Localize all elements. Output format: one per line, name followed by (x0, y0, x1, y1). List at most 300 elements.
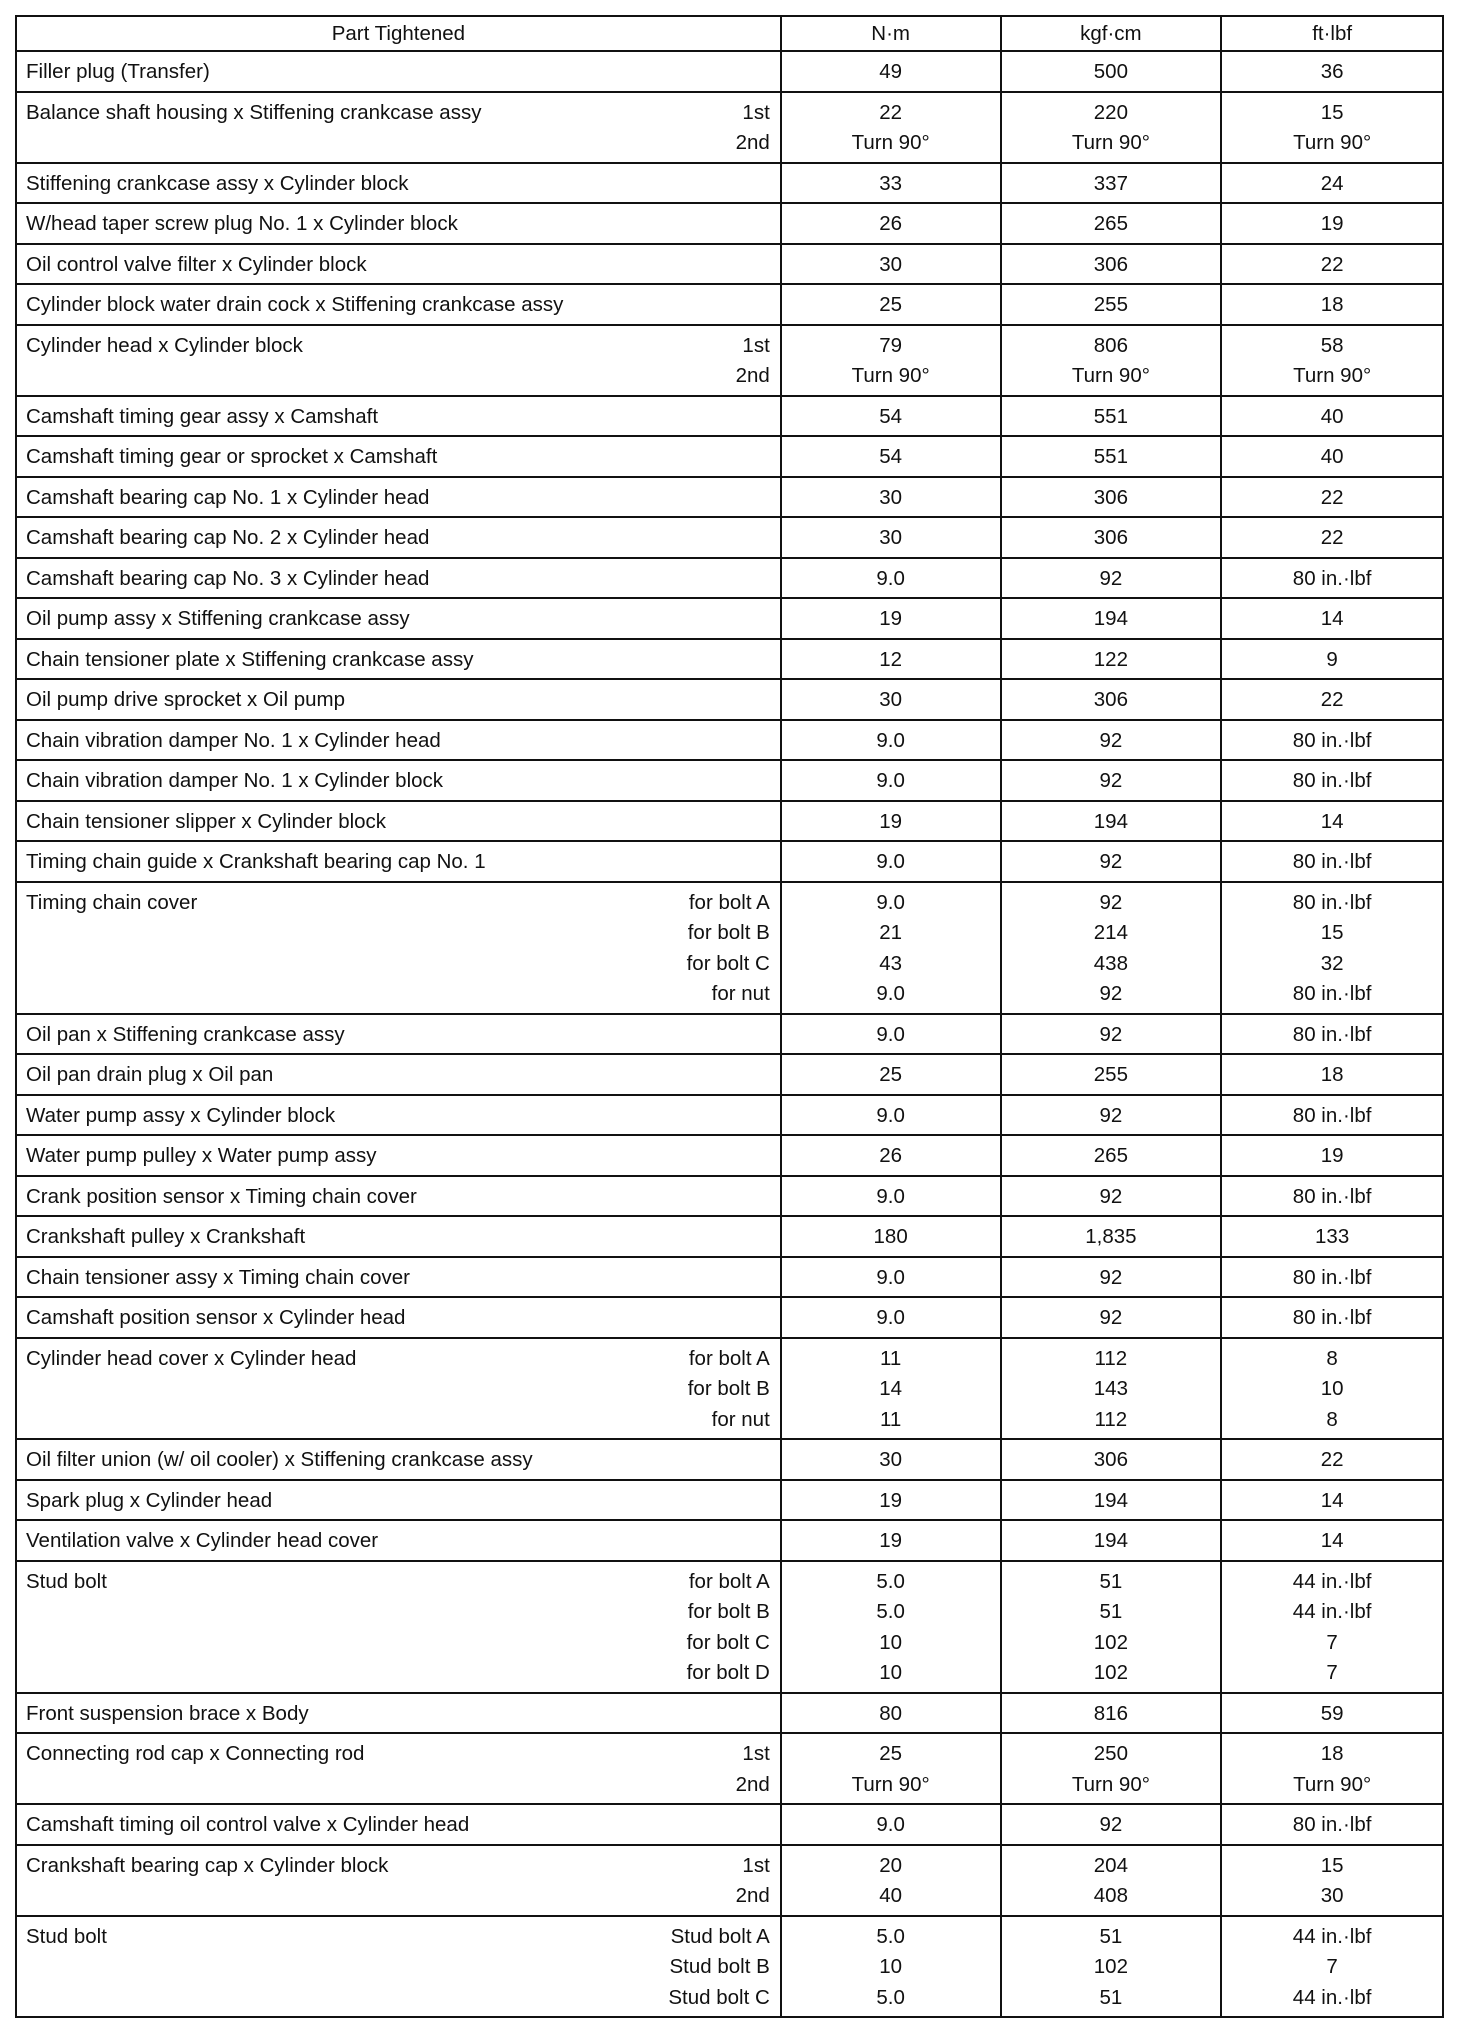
part-cell (16, 396, 781, 437)
nm-value: 14 (879, 1377, 903, 1400)
nm-value: 10 (879, 1630, 903, 1654)
part-cell (16, 841, 781, 882)
part-cell (16, 1135, 781, 1176)
nm-value: 9.0 (876, 566, 905, 590)
part-name: Camshaft timing gear assy x Camshaft (26, 404, 379, 428)
ft-lbf-value-cell (1221, 1804, 1443, 1845)
step-label: for bolt B (687, 1600, 770, 1623)
table-row (16, 1733, 1443, 1804)
step-label: for bolt B (687, 921, 770, 944)
part-cell (16, 1014, 781, 1055)
ft-lbf-value-cell (1221, 882, 1443, 1014)
kgf-cm-value: 255 (1093, 293, 1128, 316)
ft-lbf-value: 133 (1315, 1225, 1350, 1248)
part-cell (16, 1054, 781, 1095)
ft-lbf-value: 22 (1320, 485, 1344, 509)
table-row (16, 1095, 1443, 1136)
nm-value: 9.0 (876, 1184, 905, 1208)
kgf-cm-value: 194 (1093, 1488, 1128, 1512)
kgf-cm-value: 92 (1099, 1103, 1123, 1127)
nm-value: 11 (880, 1407, 902, 1431)
part-cell (16, 760, 781, 801)
table-row (16, 1014, 1443, 1055)
nm-value: 9.0 (876, 1022, 905, 1046)
table-row (16, 396, 1443, 437)
table-row (16, 1257, 1443, 1298)
part-name: Water pump assy x Cylinder block (26, 1103, 336, 1127)
nm-value: 5.0 (876, 1985, 905, 2009)
ft-lbf-value: 44 in.·lbf (1292, 1924, 1372, 1948)
ft-lbf-value-cell (1221, 558, 1443, 599)
nm-value: 9.0 (876, 1306, 905, 1329)
part-cell (16, 720, 781, 761)
kgf-cm-value-cell (1001, 203, 1222, 244)
part-cell (16, 203, 781, 244)
nm-value: 33 (879, 171, 903, 195)
table-row (16, 51, 1443, 92)
nm-value: 79 (879, 333, 903, 357)
nm-value: 9.0 (876, 1813, 905, 1836)
kgf-cm-value: 51 (1099, 1985, 1123, 2009)
nm-value-cell (781, 284, 1001, 325)
kgf-cm-value: 265 (1093, 1144, 1128, 1167)
part-name: Camshaft timing oil control valve x Cylinder head (26, 1813, 470, 1836)
ft-lbf-value-cell (1221, 436, 1443, 477)
ft-lbf-value: 80 in.·lbf (1292, 850, 1372, 873)
table-row (16, 1439, 1443, 1480)
kgf-cm-value: 500 (1093, 60, 1128, 83)
step-label: for bolt A (688, 1569, 770, 1593)
nm-value: 9.0 (876, 728, 905, 752)
kgf-cm-value: 102 (1093, 1955, 1128, 1978)
nm-value-cell (781, 1095, 1001, 1136)
kgf-cm-value: 51 (1099, 1924, 1123, 1948)
ft-lbf-value: 15 (1320, 100, 1344, 124)
kgf-cm-value-cell (1001, 679, 1222, 720)
part-cell (16, 325, 781, 396)
nm-value-cell (781, 1054, 1001, 1095)
kgf-cm-value-cell (1001, 1095, 1222, 1136)
kgf-cm-value: Turn 90° (1071, 1772, 1150, 1796)
nm-value-cell (781, 841, 1001, 882)
kgf-cm-value-cell (1001, 284, 1222, 325)
nm-value: 25 (879, 293, 903, 316)
ft-lbf-value-cell (1221, 517, 1443, 558)
kgf-cm-value: 265 (1093, 212, 1128, 235)
part-cell (16, 1297, 781, 1338)
kgf-cm-value: 51 (1099, 1569, 1123, 1593)
ft-lbf-value-cell (1221, 720, 1443, 761)
part-cell (16, 1561, 781, 1693)
nm-value: 9.0 (876, 982, 905, 1005)
kgf-cm-value: 92 (1099, 566, 1123, 590)
ft-lbf-value: 44 in.·lbf (1292, 1569, 1372, 1593)
part-name: Chain vibration damper No. 1 x Cylinder head (26, 728, 441, 752)
ft-lbf-value-cell (1221, 1014, 1443, 1055)
nm-value: 49 (879, 60, 903, 83)
nm-value-cell (781, 801, 1001, 842)
ft-lbf-value: Turn 90° (1293, 1772, 1372, 1796)
ft-lbf-value-cell (1221, 639, 1443, 680)
nm-value: 25 (879, 1742, 903, 1765)
kgf-cm-value-cell (1001, 163, 1222, 204)
ft-lbf-value: 80 in.·lbf (1292, 769, 1372, 792)
nm-value-cell (781, 1338, 1001, 1440)
part-cell (16, 51, 781, 92)
table-row (16, 1338, 1443, 1440)
ft-lbf-value: 80 in.·lbf (1292, 1022, 1372, 1046)
kgf-cm-value: 1,835 (1085, 1225, 1137, 1248)
nm-value: 30 (879, 485, 903, 509)
kgf-cm-value-cell (1001, 1845, 1222, 1916)
part-name: Chain tensioner slipper x Cylinder block (26, 809, 387, 833)
nm-value: 30 (879, 688, 903, 711)
ft-lbf-value: 15 (1320, 921, 1344, 944)
torque-spec-table (15, 15, 1444, 2018)
table-row (16, 244, 1443, 285)
ft-lbf-value-cell (1221, 1216, 1443, 1257)
kgf-cm-value: Turn 90° (1071, 131, 1150, 154)
part-name: Timing chain guide x Crankshaft bearing cap No. 1 (26, 850, 486, 873)
nm-value-cell (781, 203, 1001, 244)
kgf-cm-value: 102 (1093, 1630, 1128, 1654)
ft-lbf-value: 22 (1320, 688, 1344, 711)
part-name: Stud bolt (26, 1569, 107, 1593)
kgf-cm-value: 306 (1093, 485, 1128, 509)
part-cell (16, 801, 781, 842)
ft-lbf-value: 44 in.·lbf (1292, 1600, 1372, 1623)
kgf-cm-value: 194 (1093, 607, 1128, 630)
kgf-cm-value-cell (1001, 1916, 1222, 2018)
ft-lbf-value-cell (1221, 396, 1443, 437)
kgf-cm-value: 112 (1094, 1407, 1128, 1431)
ft-lbf-value: 22 (1320, 252, 1344, 276)
ft-lbf-value: 59 (1320, 1701, 1344, 1725)
ft-lbf-value-cell (1221, 51, 1443, 92)
step-label: for nut (711, 1407, 770, 1431)
kgf-cm-value: 92 (1099, 769, 1123, 792)
kgf-cm-value-cell (1001, 1297, 1222, 1338)
nm-value-cell (781, 51, 1001, 92)
kgf-cm-value-cell (1001, 720, 1222, 761)
part-cell (16, 1095, 781, 1136)
part-name: Front suspension brace x Body (26, 1701, 309, 1725)
nm-value-cell (781, 325, 1001, 396)
ft-lbf-value: 80 in.·lbf (1292, 1306, 1372, 1329)
part-cell (16, 1480, 781, 1521)
nm-value: 20 (879, 1853, 903, 1877)
part-name: Crankshaft pulley x Crankshaft (26, 1225, 306, 1248)
nm-value: 9.0 (876, 769, 905, 792)
ft-lbf-value-cell (1221, 760, 1443, 801)
nm-value: 30 (879, 1448, 903, 1471)
nm-value: Turn 90° (851, 1772, 930, 1796)
step-label: for bolt C (686, 1630, 770, 1654)
part-cell (16, 1338, 781, 1440)
nm-value: 9.0 (876, 1103, 905, 1127)
kgf-cm-value: 51 (1099, 1600, 1123, 1623)
nm-value: 30 (879, 526, 903, 549)
nm-value: 10 (879, 1955, 903, 1978)
nm-value-cell (781, 1297, 1001, 1338)
kgf-cm-value: 551 (1093, 445, 1128, 468)
ft-lbf-value-cell (1221, 325, 1443, 396)
ft-lbf-value: 22 (1320, 1448, 1344, 1471)
part-name: Crankshaft bearing cap x Cylinder block (26, 1853, 389, 1877)
nm-value: Turn 90° (851, 131, 930, 154)
ft-lbf-value-cell (1221, 1693, 1443, 1734)
table-row (16, 1845, 1443, 1916)
part-name: Oil control valve filter x Cylinder block (26, 252, 367, 276)
nm-value: 21 (879, 921, 903, 944)
ft-lbf-value: 24 (1320, 171, 1344, 195)
ft-lbf-value-cell (1221, 1095, 1443, 1136)
part-cell (16, 477, 781, 518)
ft-lbf-value: 44 in.·lbf (1292, 1985, 1372, 2009)
table-row (16, 1520, 1443, 1561)
part-name: Crank position sensor x Timing chain cover (26, 1184, 417, 1208)
table-row (16, 801, 1443, 842)
kgf-cm-value: 306 (1093, 252, 1128, 276)
nm-value: 22 (879, 100, 903, 124)
part-name: Oil pump assy x Stiffening crankcase assy (26, 607, 410, 630)
ft-lbf-value: 7 (1326, 1661, 1338, 1684)
ft-lbf-value-cell (1221, 1297, 1443, 1338)
nm-value-cell (781, 679, 1001, 720)
nm-value-cell (781, 1845, 1001, 1916)
header-nm: N·m (781, 16, 1001, 51)
kgf-cm-value: 306 (1093, 688, 1128, 711)
step-label: 2nd (735, 364, 770, 387)
nm-value: 54 (879, 445, 903, 468)
part-name: Cylinder head x Cylinder block (26, 333, 303, 357)
kgf-cm-value: 143 (1093, 1377, 1128, 1400)
nm-value-cell (781, 1693, 1001, 1734)
table-row (16, 163, 1443, 204)
ft-lbf-value: 30 (1320, 1884, 1344, 1907)
part-cell (16, 1804, 781, 1845)
nm-value-cell (781, 558, 1001, 599)
step-label: 2nd (735, 1884, 770, 1907)
ft-lbf-value-cell (1221, 1916, 1443, 2018)
kgf-cm-value-cell (1001, 1135, 1222, 1176)
ft-lbf-value: 80 in.·lbf (1292, 1813, 1372, 1836)
kgf-cm-value: 551 (1093, 404, 1128, 428)
part-name: Oil filter union (w/ oil cooler) x Stiffening crankcase assy (26, 1448, 533, 1471)
nm-value: Turn 90° (851, 364, 930, 387)
nm-value-cell (781, 1439, 1001, 1480)
kgf-cm-value: 306 (1093, 1448, 1128, 1471)
nm-value-cell (781, 1520, 1001, 1561)
part-name: Spark plug x Cylinder head (26, 1488, 273, 1512)
ft-lbf-value: 80 in.·lbf (1292, 728, 1372, 752)
nm-value: 19 (879, 1529, 903, 1552)
kgf-cm-value: 122 (1093, 647, 1128, 671)
table-row (16, 1297, 1443, 1338)
step-label: 1st (742, 333, 770, 357)
nm-value: 9.0 (876, 850, 905, 873)
kgf-cm-value: 438 (1093, 951, 1128, 975)
part-name: Oil pan x Stiffening crankcase assy (26, 1022, 345, 1046)
table-row (16, 1054, 1443, 1095)
kgf-cm-value: 204 (1093, 1853, 1128, 1877)
kgf-cm-value: 102 (1093, 1661, 1128, 1684)
part-cell (16, 436, 781, 477)
nm-value: 19 (879, 607, 903, 630)
nm-value: 5.0 (876, 1924, 905, 1948)
kgf-cm-value-cell (1001, 1561, 1222, 1693)
step-label: 1st (742, 1742, 770, 1765)
step-label: Stud bolt C (668, 1985, 770, 2009)
step-label: for bolt D (686, 1661, 770, 1684)
kgf-cm-value-cell (1001, 517, 1222, 558)
ft-lbf-value: 15 (1320, 1853, 1344, 1877)
ft-lbf-value: 7 (1326, 1630, 1338, 1654)
ft-lbf-value-cell (1221, 92, 1443, 163)
kgf-cm-value: Turn 90° (1071, 364, 1150, 387)
kgf-cm-value-cell (1001, 639, 1222, 680)
nm-value-cell (781, 598, 1001, 639)
part-cell (16, 1916, 781, 2018)
part-name: Camshaft position sensor x Cylinder head (26, 1306, 406, 1329)
kgf-cm-value-cell (1001, 1480, 1222, 1521)
part-cell (16, 92, 781, 163)
nm-value: 12 (879, 647, 903, 671)
ft-lbf-value: 18 (1320, 1063, 1344, 1086)
ft-lbf-value: 80 in.·lbf (1292, 566, 1372, 590)
kgf-cm-value-cell (1001, 436, 1222, 477)
part-cell (16, 1693, 781, 1734)
nm-value-cell (781, 760, 1001, 801)
ft-lbf-value: 14 (1320, 1529, 1344, 1552)
kgf-cm-value: 214 (1093, 921, 1128, 944)
kgf-cm-value: 337 (1093, 171, 1128, 195)
kgf-cm-value: 112 (1094, 1346, 1128, 1370)
nm-value-cell (781, 92, 1001, 163)
table-row (16, 841, 1443, 882)
ft-lbf-value: 7 (1326, 1955, 1338, 1978)
ft-lbf-value-cell (1221, 1520, 1443, 1561)
kgf-cm-value-cell (1001, 760, 1222, 801)
kgf-cm-value-cell (1001, 1257, 1222, 1298)
kgf-cm-value: 92 (1099, 1813, 1123, 1836)
ft-lbf-value-cell (1221, 1257, 1443, 1298)
part-name: Chain vibration damper No. 1 x Cylinder block (26, 769, 444, 792)
kgf-cm-value-cell (1001, 841, 1222, 882)
nm-value-cell (781, 396, 1001, 437)
nm-value: 11 (880, 1346, 902, 1370)
part-cell (16, 1733, 781, 1804)
nm-value-cell (781, 1176, 1001, 1217)
part-cell (16, 1216, 781, 1257)
table-row (16, 882, 1443, 1014)
step-label: for bolt B (687, 1377, 770, 1400)
ft-lbf-value-cell (1221, 284, 1443, 325)
ft-lbf-value: 18 (1320, 1742, 1344, 1765)
kgf-cm-value: 806 (1093, 333, 1128, 357)
table-row (16, 436, 1443, 477)
nm-value-cell (781, 1804, 1001, 1845)
ft-lbf-value-cell (1221, 163, 1443, 204)
nm-value-cell (781, 1014, 1001, 1055)
table-row (16, 558, 1443, 599)
ft-lbf-value: 40 (1320, 445, 1344, 468)
part-cell (16, 598, 781, 639)
kgf-cm-value-cell (1001, 558, 1222, 599)
ft-lbf-value: 14 (1320, 809, 1344, 833)
kgf-cm-value: 92 (1099, 1265, 1123, 1289)
table-header-row (16, 16, 1443, 51)
ft-lbf-value-cell (1221, 203, 1443, 244)
part-cell (16, 517, 781, 558)
part-name: Timing chain cover (26, 890, 198, 914)
nm-value: 9.0 (876, 1265, 905, 1289)
nm-value: 19 (879, 809, 903, 833)
nm-value-cell (781, 477, 1001, 518)
part-name: Camshaft timing gear or sprocket x Camshaft (26, 445, 438, 468)
ft-lbf-value: 80 in.·lbf (1292, 1103, 1372, 1127)
nm-value-cell (781, 1733, 1001, 1804)
part-name: Cylinder block water drain cock x Stiffening crankcase assy (26, 293, 564, 316)
table-row (16, 1176, 1443, 1217)
nm-value: 5.0 (876, 1569, 905, 1593)
table-row (16, 284, 1443, 325)
kgf-cm-value-cell (1001, 1693, 1222, 1734)
kgf-cm-value: 92 (1099, 728, 1123, 752)
kgf-cm-value-cell (1001, 1176, 1222, 1217)
table-row (16, 203, 1443, 244)
kgf-cm-value-cell (1001, 882, 1222, 1014)
kgf-cm-value-cell (1001, 1520, 1222, 1561)
ft-lbf-value-cell (1221, 477, 1443, 518)
table-row (16, 1480, 1443, 1521)
header-kgf-cm: kgf·cm (1001, 16, 1222, 51)
kgf-cm-value-cell (1001, 598, 1222, 639)
kgf-cm-value: 92 (1099, 850, 1123, 873)
table-body (16, 51, 1443, 2017)
part-cell (16, 1845, 781, 1916)
header-part-tightened: Part Tightened (16, 16, 781, 51)
table-row (16, 1135, 1443, 1176)
ft-lbf-value: 14 (1320, 1488, 1344, 1512)
table-row (16, 325, 1443, 396)
step-label: for bolt A (688, 890, 770, 914)
ft-lbf-value-cell (1221, 1845, 1443, 1916)
ft-lbf-value: 8 (1326, 1407, 1338, 1431)
part-name: Oil pan drain plug x Oil pan (26, 1063, 274, 1086)
ft-lbf-value-cell (1221, 1439, 1443, 1480)
nm-value: 25 (879, 1063, 903, 1086)
table-row (16, 720, 1443, 761)
ft-lbf-value-cell (1221, 1561, 1443, 1693)
table-row (16, 517, 1443, 558)
part-name: Balance shaft housing x Stiffening crankcase assy (26, 100, 482, 124)
nm-value-cell (781, 1561, 1001, 1693)
nm-value: 43 (879, 951, 903, 975)
nm-value: 19 (879, 1488, 903, 1512)
kgf-cm-value-cell (1001, 1014, 1222, 1055)
nm-value: 26 (879, 1144, 903, 1167)
part-cell (16, 284, 781, 325)
ft-lbf-value-cell (1221, 1480, 1443, 1521)
table-row (16, 760, 1443, 801)
kgf-cm-value-cell (1001, 1338, 1222, 1440)
kgf-cm-value: 92 (1099, 982, 1123, 1005)
step-label: 2nd (735, 1772, 770, 1796)
step-label: for nut (711, 982, 770, 1005)
kgf-cm-value: 92 (1099, 1184, 1123, 1208)
part-name: Filler plug (Transfer) (26, 60, 210, 83)
